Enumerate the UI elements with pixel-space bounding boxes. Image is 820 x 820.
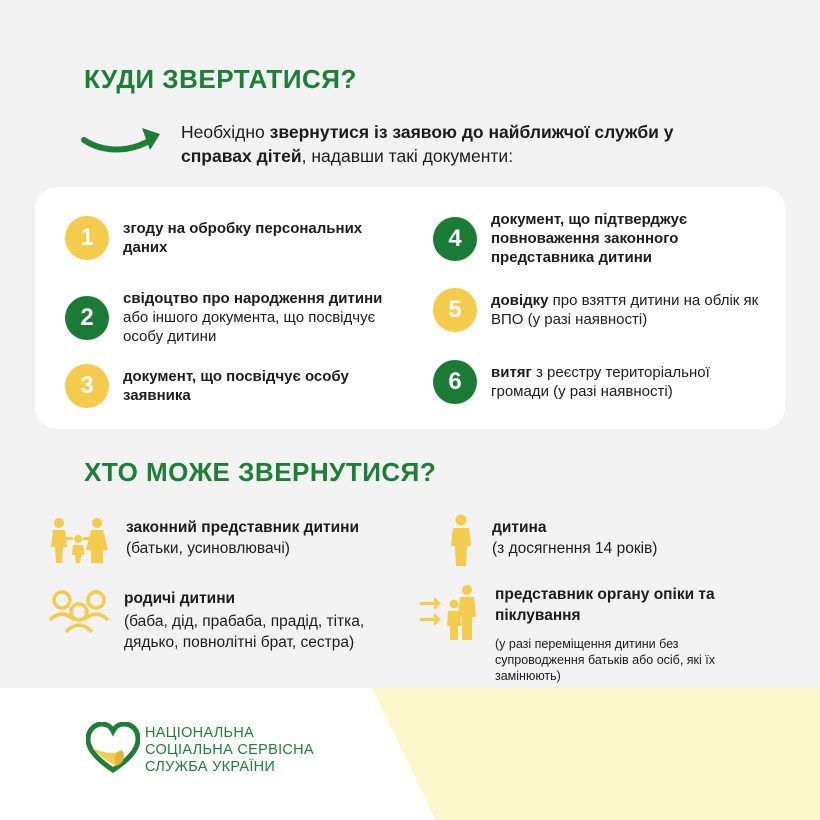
- document-text-2: свідоцтво про народження дитини або іншого документа, що посвідчує особу дитини: [123, 290, 383, 345]
- applicant-title-2: дитина: [492, 519, 547, 536]
- applicant-text-4: [495, 584, 745, 684]
- number-badge-2: 2: [65, 296, 109, 340]
- logo-line-3: СЛУЖБА УКРАЇНИ: [145, 759, 276, 775]
- family-icon: [48, 517, 110, 565]
- curved-arrow-icon: [80, 122, 164, 162]
- number-badge-1: 1: [65, 216, 109, 260]
- document-item-2: [65, 289, 405, 346]
- intro-text: [181, 120, 701, 168]
- logo-line-2: СОЦІАЛЬНА СЕРВІСНА: [145, 742, 314, 758]
- intro-part1: Необхідно: [181, 122, 270, 142]
- applicant-text-2: [492, 517, 657, 559]
- applicant-title-3: родичі дитини: [124, 590, 236, 607]
- applicant-title-4: представник органу опіки та піклування: [495, 586, 715, 624]
- child-icon: [450, 514, 472, 566]
- applicant-detail-3: (баба, дід, прабаба, прадід, тітка, дядько, повнолітні брат, сестра): [124, 613, 365, 651]
- applicant-text-1: [126, 517, 359, 559]
- number-badge-5: 5: [433, 288, 477, 332]
- guardian-icon: [418, 584, 480, 642]
- intro-part2: , надавши такі документи:: [301, 146, 514, 166]
- applicant-title-1: законний представник дитини: [126, 519, 360, 536]
- document-item-4: [433, 210, 763, 267]
- document-text-6: витяг з реєстру територіальної громади (у разі наявності): [491, 364, 710, 400]
- relatives-icon: [48, 588, 110, 634]
- document-text-5: довідку про взяття дитини на облік як ВПО (у разі наявності): [491, 292, 759, 328]
- number-badge-4: 4: [433, 217, 477, 261]
- document-item-1: [65, 216, 405, 260]
- applicant-relatives: [48, 588, 414, 653]
- applicant-text-3: [124, 588, 414, 653]
- intro-bold: звернутися із заявою до найближчої служби у справах дітей: [181, 122, 674, 166]
- nsss-logo-text: [145, 725, 314, 776]
- number-badge-3: 3: [65, 364, 109, 408]
- document-text-3: документ, що посвідчує особу заявника: [123, 368, 349, 404]
- heading-where-to-apply: КУДИ ЗВЕРТАТИСЯ?: [84, 64, 357, 94]
- applicant-detail-2: (з досягнення 14 років): [492, 540, 658, 557]
- applicant-legal-representative: [48, 517, 359, 565]
- applicant-child: [450, 514, 657, 566]
- logo-line-1: НАЦІОНАЛЬНА: [145, 725, 255, 741]
- document-text-4: документ, що підтверджує повноваження законного представника дитини: [491, 211, 688, 266]
- applicant-guardianship-representative: [418, 584, 745, 684]
- number-badge-6: 6: [433, 360, 477, 404]
- document-item-5: [433, 288, 763, 332]
- heading-who-can-apply: ХТО МОЖЕ ЗВЕРНУТИСЯ?: [84, 457, 437, 487]
- nsss-logo-icon: [86, 722, 140, 774]
- document-text-1: згоду на обробку персональних даних: [123, 220, 363, 256]
- document-item-6: [433, 360, 768, 404]
- applicant-detail-4: (у разі переміщення дитини без супроводження батьків або осіб, які їх замінюють): [495, 637, 715, 683]
- applicant-detail-1: (батьки, усиновлювачі): [126, 540, 290, 557]
- document-item-3: [65, 364, 405, 408]
